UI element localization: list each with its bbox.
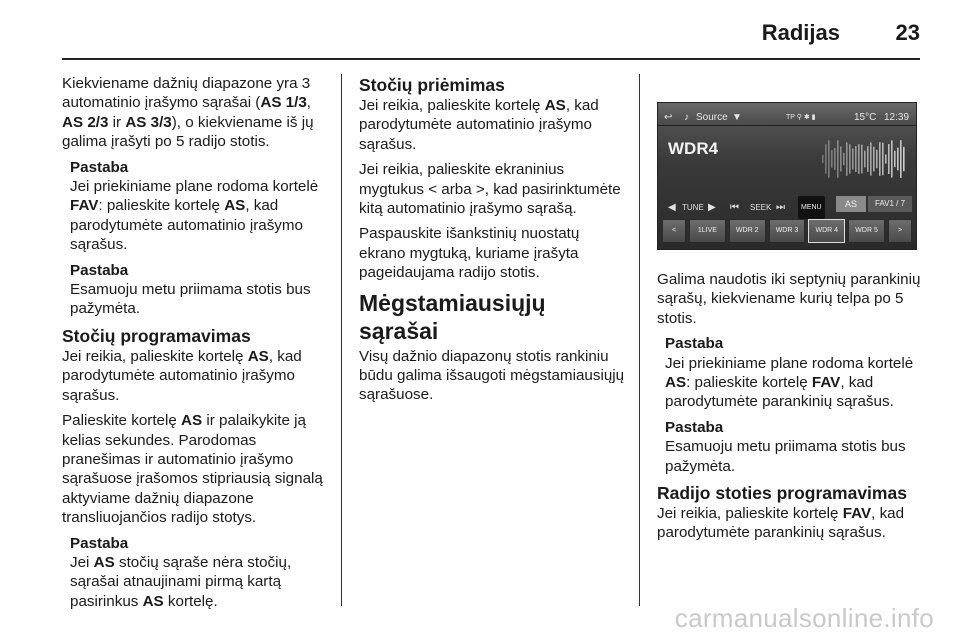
preset-bar bbox=[662, 219, 912, 243]
paragraph: Galima naudotis iki septynių parankinių sąrašų, kiekviename kurių telpa po 5 stotis. bbox=[657, 271, 921, 327]
paragraph: Visų dažnio diapazonų stotis rankiniu būdu galima išsaugoti mėgstamiausiųjų sąrašuose. bbox=[359, 347, 625, 404]
wave-bar bbox=[861, 145, 863, 174]
music-note-icon: ♪ bbox=[684, 112, 689, 123]
seek-back-icon: ⏮ bbox=[730, 202, 739, 213]
page-header bbox=[62, 14, 920, 54]
preset-button: WDR 5 bbox=[848, 219, 885, 243]
wave-bar bbox=[828, 140, 830, 177]
as-tab: AS bbox=[836, 196, 866, 212]
paragraph: Jei reikia, palieskite kortelę AS, kad parodytumėte automatinio įrašymo sąrašus. bbox=[62, 347, 302, 404]
wave-bar bbox=[876, 150, 878, 168]
page-number: 23 bbox=[895, 20, 920, 45]
paragraph: Jei reikia, palieskite ekraninius mygtukus < arba >, kad pasirinktumėte kitą automatinio įrašymo sąrašą. bbox=[359, 161, 621, 218]
note-title: Pastaba bbox=[665, 335, 724, 353]
wave-bar bbox=[897, 148, 899, 171]
section-heading: Radijo stoties programavimas bbox=[657, 483, 907, 504]
paragraph: Paspauskite išankstinių nuostatų ekrano mygtuką, kuriame įrašyta pageidaujama radijo stotis. bbox=[359, 225, 580, 282]
wave-bar bbox=[846, 142, 848, 175]
wave-bar bbox=[834, 148, 836, 170]
wave-bar bbox=[891, 140, 893, 177]
wave-bar bbox=[849, 144, 851, 173]
next-list-icon: > bbox=[888, 219, 912, 243]
wave-bar bbox=[831, 150, 833, 167]
wave-bar bbox=[825, 144, 827, 173]
note bbox=[657, 334, 925, 476]
wave-bar bbox=[840, 146, 842, 171]
audio-wave-graphic bbox=[822, 131, 906, 187]
status-icons: TP ⚲ ✱ ▮ bbox=[786, 114, 816, 121]
wave-bar bbox=[867, 146, 869, 172]
wave-bar bbox=[882, 143, 884, 176]
wave-bar bbox=[885, 154, 887, 163]
note bbox=[62, 534, 330, 612]
wave-bar bbox=[822, 155, 824, 163]
paragraph: Palieskite kortelę AS ir palaikykite ją kelias sekundes. Parodomas pranešimas ir automatinio įrašymo sąrašuose įrašomos stipriausią signalą aktyviame dažnių diapazone transliuojančios radijo stotys. bbox=[62, 412, 323, 527]
wave-bar bbox=[855, 146, 857, 172]
note-text: Jei priekiniame plane rodoma kortelė FAV: palieskite kortelę AS, kad parodytumėte automatinio įrašymo sąrašus. bbox=[70, 178, 319, 254]
tune-label: TUNE bbox=[682, 203, 704, 212]
tuner-controls bbox=[658, 193, 916, 215]
wave-bar bbox=[903, 147, 905, 171]
running-title: Radijas bbox=[761, 20, 840, 45]
seek-forward-icon: ⏭ bbox=[776, 202, 785, 213]
paragraph: Jei reikia, palieskite kortelę FAV, kad parodytumėte parankinių sąrašus. bbox=[657, 505, 905, 542]
note-title: Pastaba bbox=[70, 261, 129, 279]
wave-bar bbox=[894, 151, 896, 167]
dropdown-icon: ▼ bbox=[732, 112, 742, 123]
note-text: Jei priekiniame plane rodoma kortelė AS: palieskite kortelę FAV, kad parodytumėte parankinių sąrašus. bbox=[665, 354, 914, 411]
paragraph: Kiekviename dažnių diapazone yra 3 automatinio įrašymo sąrašai (AS 1/3, AS 2/3 ir AS 3/3), o kiekviename iš jų galima įrašyti po 5 radijo stotis. bbox=[62, 75, 314, 151]
back-icon: ↩ bbox=[664, 112, 673, 123]
wave-bar bbox=[858, 144, 860, 174]
prev-list-icon: < bbox=[662, 219, 686, 243]
section-heading: Stočių priėmimas bbox=[359, 75, 505, 95]
radio-screen-illustration bbox=[657, 74, 917, 250]
note-title: Pastaba bbox=[70, 534, 129, 552]
preset-button: 1LIVE bbox=[689, 219, 726, 243]
column-3 bbox=[657, 74, 925, 549]
screen-status-bar bbox=[658, 103, 916, 126]
note-text: Esamuoju metu priimama stotis bus pažymėta. bbox=[70, 281, 311, 318]
tune-left-icon: ◀ bbox=[668, 202, 676, 213]
section-heading: Stočių programavimas bbox=[62, 325, 251, 346]
preset-button: WDR 2 bbox=[729, 219, 766, 243]
fav-tab: FAV1 / 7 bbox=[868, 196, 912, 212]
note-title: Pastaba bbox=[665, 418, 724, 436]
seek-label: SEEK bbox=[750, 203, 772, 212]
header-rule bbox=[62, 58, 920, 60]
note-title: Pastaba bbox=[70, 158, 129, 176]
column-1 bbox=[62, 74, 330, 617]
wave-bar bbox=[870, 142, 872, 175]
column-2 bbox=[359, 74, 629, 411]
wave-bar bbox=[879, 142, 881, 176]
source-label: Source bbox=[696, 112, 728, 123]
temperature-label: 15°C bbox=[854, 112, 877, 123]
clock-label: 12:39 bbox=[884, 112, 910, 123]
preset-button: WDR 3 bbox=[769, 219, 806, 243]
preset-button: WDR 4 bbox=[808, 219, 845, 243]
paragraph: Jei reikia, palieskite kortelę AS, kad parodytumėte automatinio įrašymo sąrašus. bbox=[359, 97, 599, 153]
station-name: WDR4 bbox=[668, 139, 719, 158]
watermark: carmanualsonline.info bbox=[674, 603, 934, 633]
note-text: Esamuoju metu priimama stotis bus pažymėta. bbox=[665, 438, 906, 475]
wave-bar bbox=[900, 140, 902, 178]
wave-bar bbox=[837, 140, 839, 178]
wave-bar bbox=[852, 148, 854, 169]
wave-bar bbox=[888, 144, 890, 174]
section-heading-large: Mėgstamiausiųjų sąrašai bbox=[359, 289, 546, 344]
column-divider-1 bbox=[341, 74, 342, 606]
note bbox=[62, 158, 330, 319]
wave-bar bbox=[843, 153, 845, 165]
tune-right-icon: ▶ bbox=[708, 202, 716, 213]
menu-button: MENU bbox=[798, 196, 825, 219]
wave-bar bbox=[873, 147, 875, 172]
wave-bar bbox=[864, 151, 866, 168]
column-divider-2 bbox=[639, 74, 640, 606]
note-text: Jei AS stočių sąraše nėra stočių, sąrašai atnaujinami pirmą kartą pasirinkus AS kortelę. bbox=[70, 553, 292, 610]
